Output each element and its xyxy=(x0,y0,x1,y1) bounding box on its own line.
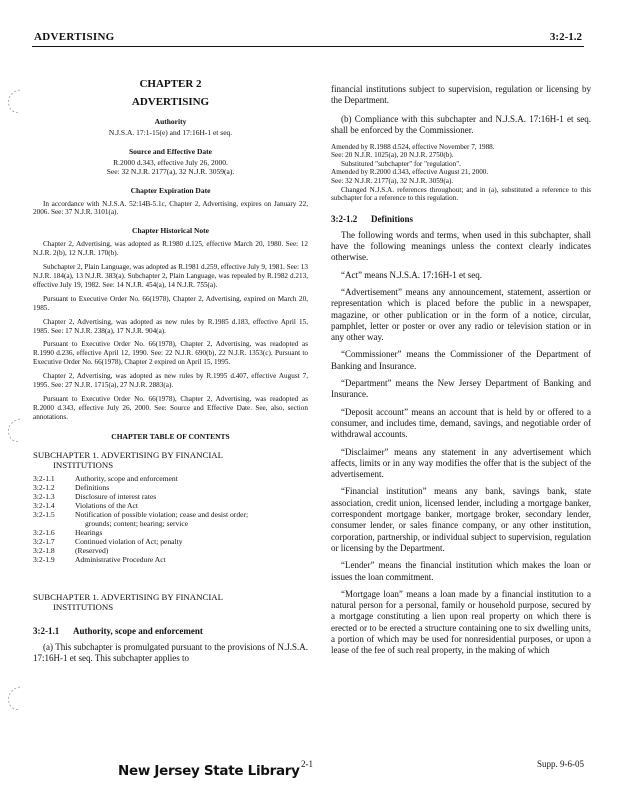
history-note: Pursuant to Executive Order No. 66(1978), Chapter 2, Advertising, was readopted as R.1990 d.236, effective April 12, 1990. See: 22 N.J.R. 690(b), 22 N.J.R. 1353(c). Pursuant to Executive Order No. 66(1978), Chapter 2 expired on April 15, 1995. xyxy=(33,340,308,367)
library-logo: New Jersey State Library xyxy=(118,763,300,779)
source-heading: Source and Effective Date xyxy=(129,146,212,156)
toc-entry[interactable] xyxy=(33,492,308,501)
definition-advertisement: “Advertisement” means any announcement, statement, assertion or representation which is placed before the public in a newspaper, magazine, or other publication or in the form of a notice, circular, pamphlet, letter or poster or over any radio or television station or in any other way. xyxy=(331,286,591,343)
toc-entry[interactable] xyxy=(33,510,308,519)
toc-entry-title: (Reserved) xyxy=(75,545,109,555)
toc-entry-title: Continued violation of Act; penalty xyxy=(75,536,183,546)
history-heading: Chapter Historical Note xyxy=(132,226,209,236)
toc-entry-title: Authority, scope and enforcement xyxy=(75,473,178,483)
toc-entry-title: Violations of the Act xyxy=(75,500,139,510)
amendment-line: See: 20 N.J.R. 1025(a), 20 N.J.R. 2750(b). xyxy=(331,151,454,160)
toc-entry-number: 3:2-1.4 xyxy=(33,500,55,510)
toc-entry-number xyxy=(33,519,85,528)
section-paragraph: (a) This subchapter is promulgated pursuant to the provisions of N.J.S.A. 17:16H-1 et seq. This subchapter applies to xyxy=(33,641,308,664)
source-text xyxy=(33,158,308,177)
toc-heading: CHAPTER TABLE OF CONTENTS xyxy=(111,431,230,441)
toc-entry-number: 3:2-1.9 xyxy=(33,554,55,564)
section-title: Authority, scope and enforcement xyxy=(73,625,203,636)
running-header-title: ADVERTISING xyxy=(34,31,115,43)
punch-hole-mark xyxy=(2,415,24,445)
toc-entry-title: grounds; content; hearing; service xyxy=(85,518,189,528)
page-number: 2-1 xyxy=(301,759,313,769)
toc-entry-title: Hearings xyxy=(75,527,103,537)
punch-hole-mark xyxy=(2,683,24,713)
definition-department: “Department” means the New Jersey Department of Banking and Insurance. xyxy=(331,378,591,400)
toc-entry-number: 3:2-1.7 xyxy=(33,536,55,546)
subchapter-heading-line: SUBCHAPTER 1. ADVERTISING BY FINANCIAL xyxy=(33,591,224,602)
definition-financial-institution: “Financial institution” means any bank, savings bank, state association, credit union, licensed lender, including a mortgage banker, correspondent mortgage banker, mortgage broker, secondary lender, consumer lender, or sales finance company, or any other institution, corporation, partnership, or individual subject to supervision, regulation or licensing by the Department. xyxy=(331,486,591,553)
amendment-line: Amended by R.1988 d.524, effective November 7, 1988. xyxy=(331,142,495,151)
section-number: 3:2-1.1 xyxy=(33,625,60,636)
punch-hole-mark xyxy=(2,86,24,116)
expiration-heading: Chapter Expiration Date xyxy=(130,185,211,195)
section-title: Definitions xyxy=(371,213,414,224)
continued-paragraph: financial institutions subject to supervision, regulation or licensing by the Department. xyxy=(331,84,591,106)
amendment-line: See: 32 N.J.R. 2177(a), 32 N.J.R. 3059(a). xyxy=(331,177,454,185)
toc-subchapter-line: INSTITUTIONS xyxy=(53,459,114,470)
toc-entry-title: Notification of possible violation; cease and desist order; xyxy=(75,509,249,519)
chapter-number: CHAPTER 2 xyxy=(139,78,202,90)
section-heading xyxy=(33,626,308,636)
toc-entry-number: 3:2-1.3 xyxy=(33,491,55,501)
toc-entry[interactable] xyxy=(33,537,308,546)
toc-entry-number: 3:2-1.6 xyxy=(33,527,55,537)
amendment-line: Changed N.J.S.A. references throughout; and in (a), substituted a reference to this subchapter for a reference to this regulation. xyxy=(331,185,591,203)
subchapter-heading xyxy=(33,592,308,612)
definition-disclaimer: “Disclaimer” means any statement in any advertisement which affects, limits or in any way modifies the offer that is the subject of the advertisement. xyxy=(331,446,591,480)
toc-subchapter-line: SUBCHAPTER 1. ADVERTISING BY FINANCIAL xyxy=(33,449,224,460)
section-number: 3:2-1.2 xyxy=(331,213,358,224)
subchapter-heading-line: INSTITUTIONS xyxy=(53,601,114,612)
expiration-text: In accordance with N.J.S.A. 52:14B-5.1c, Chapter 2, Advertising, expires on January 22, 2006. See: 37 N.J.R. 3101(a). xyxy=(33,199,308,217)
table-of-contents xyxy=(33,474,308,564)
toc-entry-title: Administrative Procedure Act xyxy=(75,554,166,564)
toc-entry[interactable] xyxy=(33,528,308,537)
toc-entry-number: 3:2-1.1 xyxy=(33,473,55,483)
toc-entry-title: Disclosure of interest rates xyxy=(75,491,157,501)
toc-entry[interactable] xyxy=(33,546,308,555)
right-column xyxy=(331,56,591,657)
toc-entry[interactable] xyxy=(33,501,308,510)
section-heading xyxy=(331,214,591,224)
source-line: See: 32 N.J.R. 2177(a), 32 N.J.R. 3059(a). xyxy=(106,167,235,176)
history-note: Chapter 2, Advertising, was adopted as new rules by R.1995 d.407, effective August 7, 1995. See: 27 N.J.R. 1715(a), 27 N.J.R. 2883(a). xyxy=(33,372,308,390)
amendment-note xyxy=(331,143,591,203)
definition-commissioner: “Commissioner” means the Commissioner of the Department of Banking and Insurance. xyxy=(331,349,591,371)
toc-entry-continuation xyxy=(33,519,308,528)
definition-deposit-account: “Deposit account” means an account that is held by or offered to a consumer, and includes time, demand, savings, and negotiable order of withdrawal accounts. xyxy=(331,406,591,440)
definition-mortgage-loan: “Mortgage loan” means a loan made by a financial institution to a natural person for a personal, family or household purpose, secured by a mortgage constituting a lien upon real property on which there is erected or to be erected a structure containing one to six dwelling units, a portion of which may be used for nonresidential purposes, or upon a lease of the fee of such real property, in the making of which xyxy=(331,588,591,656)
header-rule xyxy=(32,46,584,47)
toc-entry-title: Definitions xyxy=(75,482,110,492)
history-note: Pursuant to Executive Order No. 66(1978), Chapter 2, Advertising, expired on March 20, 1985. xyxy=(33,294,308,312)
paragraph-b: (b) Compliance with this subchapter and N.J.S.A. 17:16H-1 et seq. shall be enforced by the Commissioner. xyxy=(331,113,591,136)
source-line: R.2000 d.343, effective July 26, 2000. xyxy=(113,157,228,167)
definition-lender: “Lender” means the financial institution which makes the loan or issues the loan commitment. xyxy=(331,560,591,582)
toc-entry-number: 3:2-1.2 xyxy=(33,482,55,492)
history-note: Chapter 2, Advertising, was adopted as new rules by R.1985 d.183, effective April 15, 1985. See: 17 N.J.R. 238(a), 17 N.J.R. 904(a). xyxy=(33,317,308,335)
toc-entry-number: 3:2-1.8 xyxy=(33,545,55,555)
toc-entry[interactable] xyxy=(33,474,308,483)
amendment-line: Amended by R.2000 d.343, effective August 21, 2000. xyxy=(331,168,489,177)
history-note: Chapter 2, Advertising, was adopted as R.1980 d.125, effective March 20, 1980. See: 12 N.J.R. 2(b), 12 N.J.R. 170(b). xyxy=(33,240,308,258)
toc-entry[interactable] xyxy=(33,555,308,564)
authority-text: N.J.S.A. 17:1-15(e) and 17:16H-1 et seq. xyxy=(108,128,233,137)
toc-entry-number: 3:2-1.5 xyxy=(33,509,55,519)
supplement-date: Supp. 9-6-05 xyxy=(537,759,584,769)
toc-subchapter-heading xyxy=(33,450,308,470)
authority-heading: Authority xyxy=(154,117,187,126)
amendment-line: Substituted "subchapter" for "regulation". xyxy=(341,159,461,168)
left-column xyxy=(33,56,308,665)
running-header-section: 3:2-1.2 xyxy=(549,31,582,43)
definitions-intro: The following words and terms, when used in this subchapter, shall have the following meanings unless the context clearly indicates otherwise. xyxy=(331,229,591,263)
toc-entry[interactable] xyxy=(33,483,308,492)
chapter-title: ADVERTISING xyxy=(131,96,210,108)
history-note: Pursuant to Executive Order No. 66(1978), Chapter 2, Advertising, was readopted as R.2000 d.343, effective July 26, 2000. See: Source and Effective Date. See, also, section annotations. xyxy=(33,395,308,421)
history-note: Subchapter 2, Plain Language, was adopted as R.1981 d.259, effective July 9, 1981. See: 13 N.J.R. 184(a), 13 N.J.R. 383(a). Subchapter 2, Plain Language, was repealed by R.1982 d.213, effective July 19, 1982. See: 14 N.J.R. 454(a), 14 N.J.R. 755(a). xyxy=(33,263,308,289)
definition-act: “Act” means N.J.S.A. 17:16H-1 et seq. xyxy=(341,269,482,280)
